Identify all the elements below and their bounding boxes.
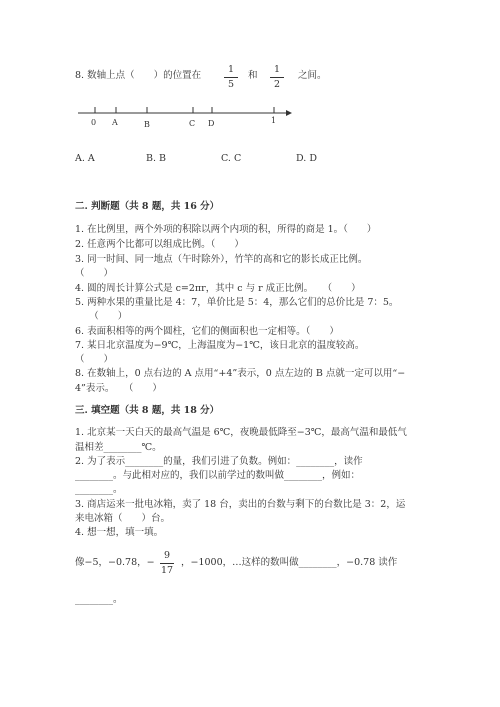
fraction-bar: [160, 563, 174, 564]
fraction-numerator: 1: [227, 64, 235, 75]
fraction-numerator: 9: [163, 550, 171, 561]
fraction-bar: [270, 77, 284, 78]
s2-line: 5. 两种水果的重量比是 4：7，单价比是 5：4，那么它们的总价比是 7：5。: [75, 297, 399, 308]
s2-line: 3. 同一时间、同一地点（午时除外），竹竿的高和它的影长成正比例。: [75, 254, 368, 265]
s3-line: ________。: [75, 484, 123, 495]
s2-line: （ ）: [75, 354, 114, 365]
label-D: D: [208, 119, 215, 128]
label-0: 0: [91, 118, 97, 127]
s2-line: 8. 在数轴上，0 点右边的 A 点用“+4”表示，0 点左边的 B 点就一定可以用“−: [75, 368, 406, 379]
s3-line: 温相差________℃。: [75, 442, 162, 453]
option-b: B. B: [146, 153, 167, 164]
s2-line: 4. 圆的周长计算公式是 c=2πr，其中 c 与 r 成正比例。 （ ）: [75, 283, 361, 294]
q4-prefix: 像−5，−0.78，−: [75, 557, 155, 568]
fraction-1-5: [224, 64, 238, 91]
q4-suffix: ，−1000，…这样的数叫做________，−0.78 读作: [181, 557, 398, 568]
s2-line: （ ）: [75, 311, 128, 322]
s3-line: 3. 商店运来一批电冰箱，卖了 18 台，卖出的台数与剩下的台数比是 3：2，运: [75, 499, 406, 510]
number-line: [0, 100, 500, 150]
label-A: A: [112, 118, 118, 127]
s3-line: 1. 北京某一天白天的最高气温是 6℃，夜晚最低降至−3℃，最高气温和最低气: [75, 427, 407, 438]
q8-and: 和: [248, 70, 258, 81]
fraction-numerator: 1: [273, 64, 281, 75]
option-c: C. C: [221, 153, 242, 164]
s2-line: 6. 表面积相等的两个圆柱，它们的侧面积也一定相等。（ ）: [75, 326, 339, 337]
option-d: D. D: [296, 153, 317, 164]
fraction-bar: [224, 77, 238, 78]
s2-line: （ ）: [75, 268, 114, 279]
s2-line: 7. 某日北京温度为−9℃，上海温度为−1℃，该日北京的温度较高。: [75, 340, 365, 351]
s3-line: 4. 想一想，填一填。: [75, 527, 164, 538]
s3-line: ________。与此相对应的，我们以前学过的数叫做________，例如：: [75, 470, 361, 481]
q4-last: ________。: [75, 594, 123, 605]
section3-heading: 三. 填空题（共 8 题，共 18 分）: [75, 405, 220, 416]
s3-line: 来电冰箱（ ）台。: [75, 513, 171, 524]
label-C: C: [189, 119, 196, 128]
s2-line: 2. 任意两个比都可以组成比例。（ ）: [75, 239, 244, 250]
fraction-9-17: [160, 550, 174, 577]
option-a: A. A: [75, 153, 95, 164]
section2-heading: 二. 判断题（共 8 题，共 16 分）: [75, 201, 220, 212]
fraction-denominator: 17: [160, 565, 174, 576]
q8-prefix: 8. 数轴上点（ ）的位置在: [75, 70, 202, 81]
number-line-arrow: [286, 110, 292, 116]
fraction-denominator: 2: [273, 79, 281, 90]
s2-line: 4”表示。 （ ）: [75, 383, 162, 394]
s3-line: 2. 为了表示________的量，我们引进了负数。例如：________，读作: [75, 456, 363, 467]
label-1: 1: [271, 116, 277, 125]
q8-suffix: 之间。: [298, 70, 327, 81]
label-B: B: [144, 120, 150, 129]
s2-line: 1. 在比例里，两个外项的积除以两个内项的积，所得的商是 1。（ ）: [75, 224, 377, 235]
fraction-denominator: 5: [227, 79, 235, 90]
fraction-1-2: [270, 64, 284, 91]
